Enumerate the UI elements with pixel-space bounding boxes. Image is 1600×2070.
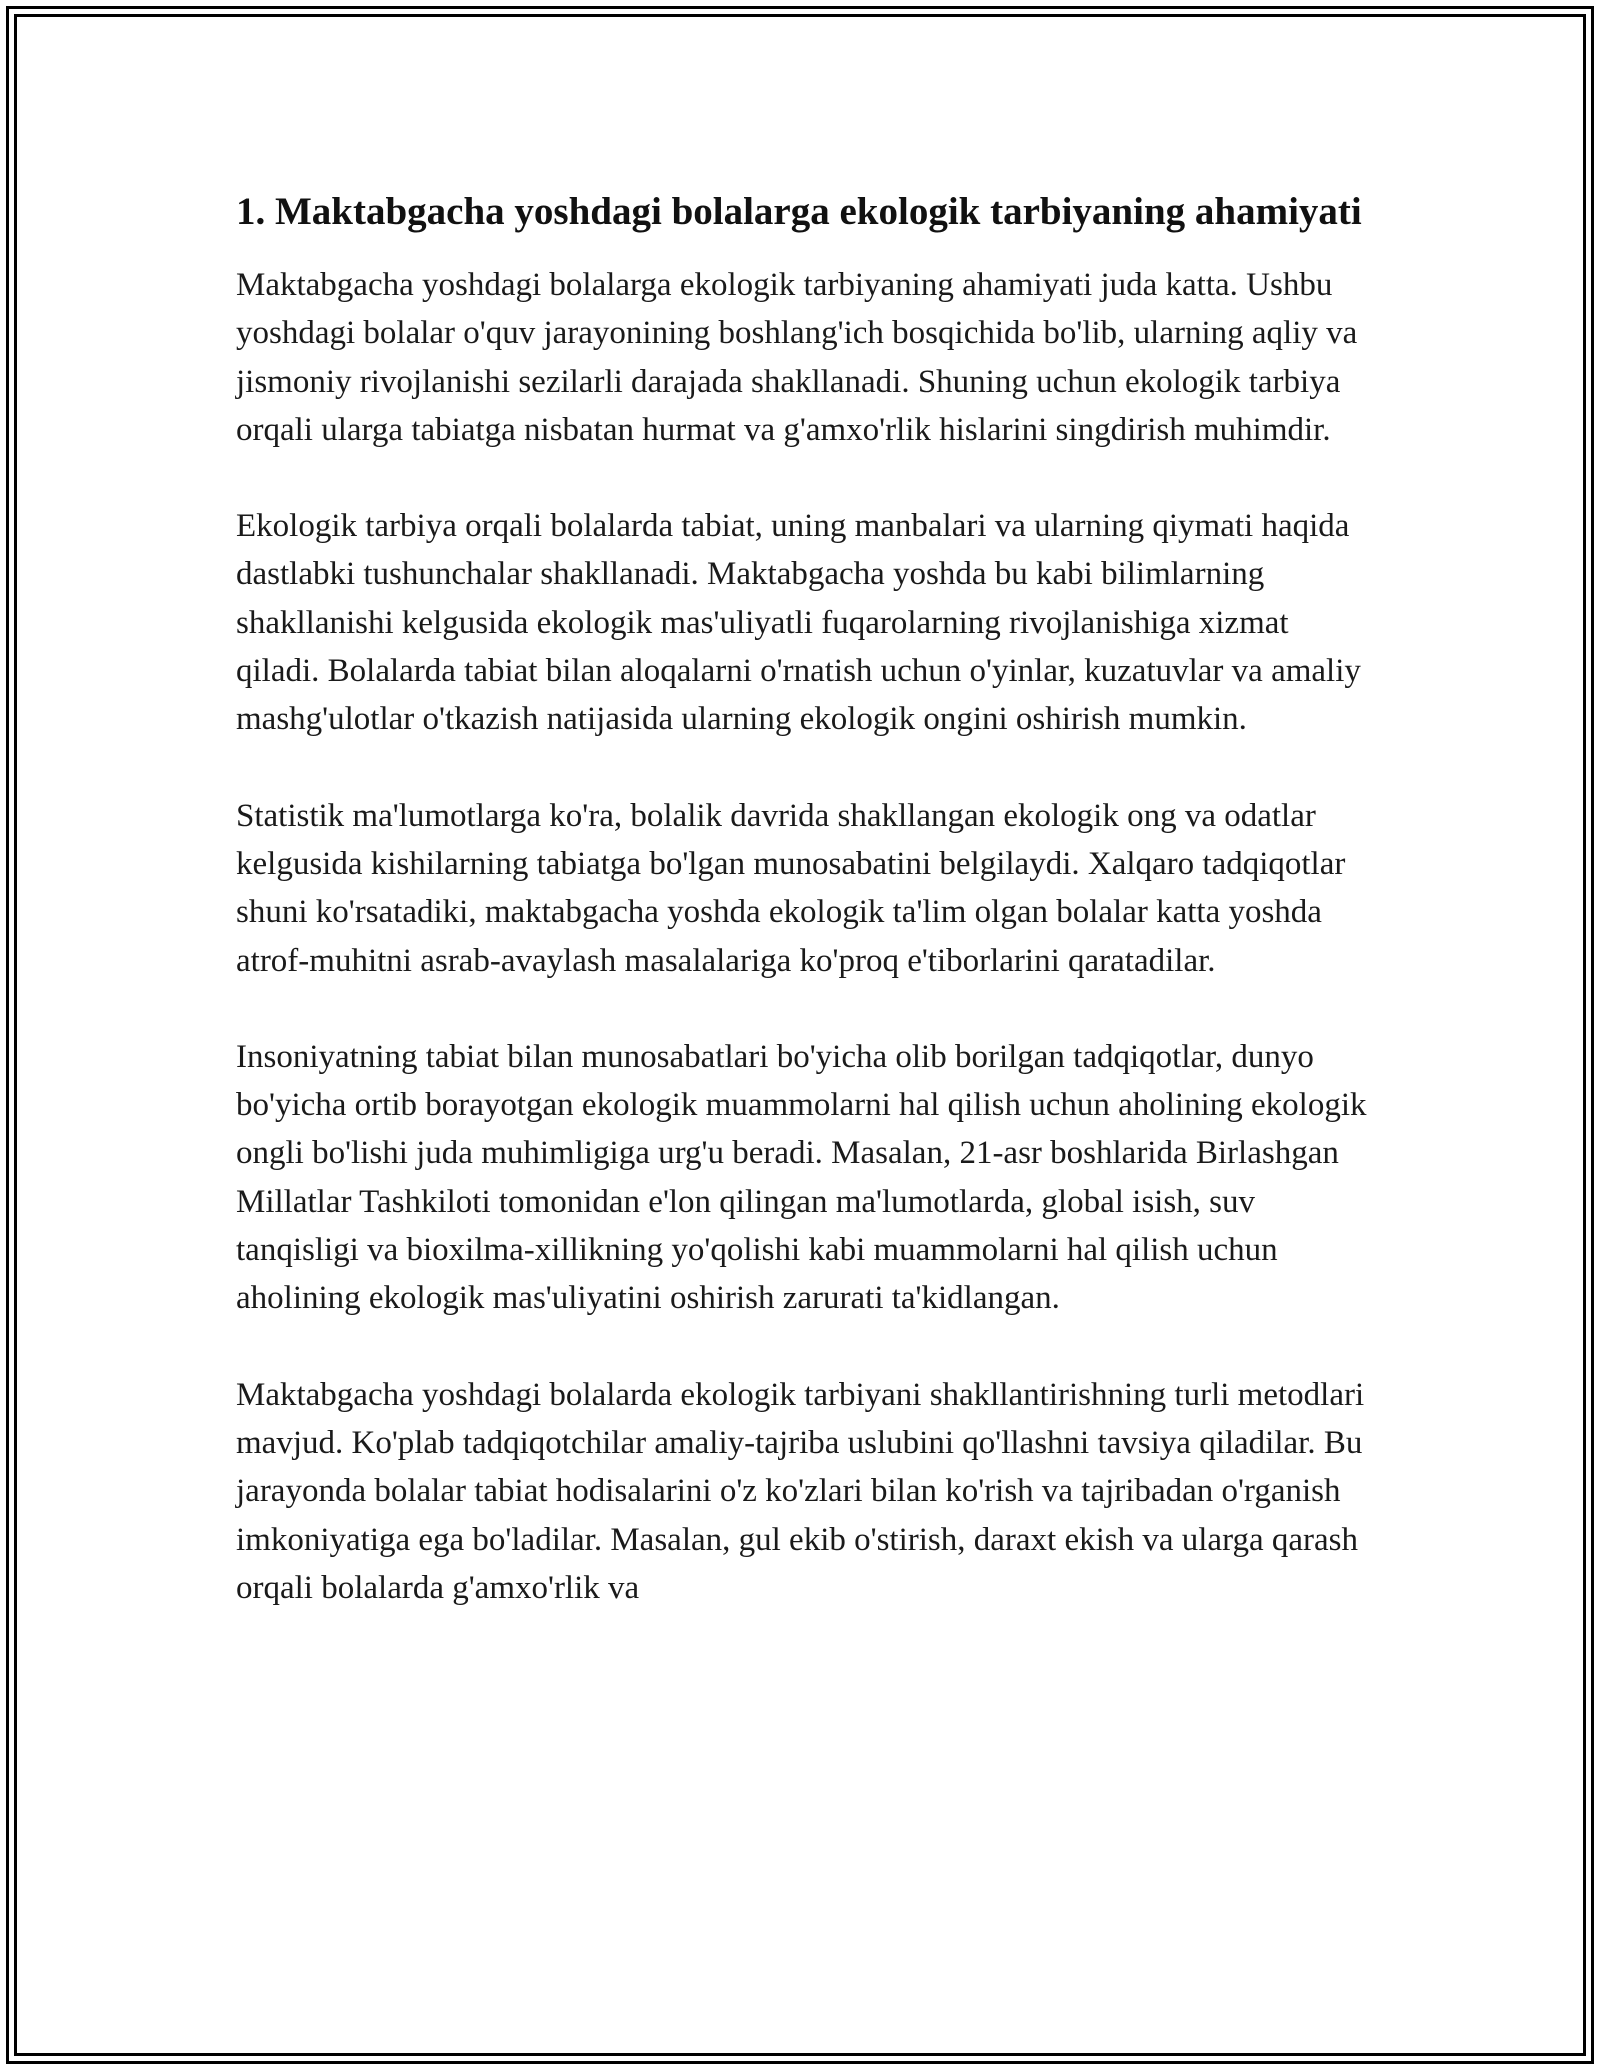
paragraph-4: Insoniyatning tabiat bilan munosabatlari bo'yicha olib borilgan tadqiqotlar, dunyo bo'yicha ortib borayotgan ekologik muammolarni hal qilish uchun aholining ekologik ongli bo'lishi juda muhimligiga urg'u beradi. Masalan, 21-asr boshlarida Birlashgan Millatlar Tashkiloti tomonidan e'lon qilingan ma'lumotlarda, global isish, suv tanqisligi va bioxilma-xillikning yo'qolishi kabi muammolarni hal qilish uchun aholining ekologik mas'uliyatini oshirish zarurati ta'kidlangan. <box>236 1038 1367 1317</box>
section-heading: 1. Maktabgacha yoshdagi bolalarga ekologik tarbiyaning ahamiyati <box>236 190 1362 233</box>
paragraph-1: Maktabgacha yoshdagi bolalarga ekologik tarbiyaning ahamiyati juda katta. Ushbu yoshdagi bolalar o'quv jarayonining boshlang'ich bosqichida bo'lib, ularning aqliy va jismoniy rivojlanishi sezilarli darajada shakllanadi. Shuning uchun ekologik tarbiya orqali ularga tabiatga nisbatan hurmat va g'amxo'rlik hislarini singdirish muhimdir. <box>236 267 1358 448</box>
paragraph-3: Statistik ma'lumotlarga ko'ra, bolalik davrida shakllangan ekologik ong va odatlar kelgusida kishilarning tabiatga bo'lgan munosabatini belgilaydi. Xalqaro tadqiqotlar shuni ko'rsatadiki, maktabgacha yoshda ekologik ta'lim olgan bolalar katta yoshda atrof-muhitni asrab-avaylash masalalariga ko'proq e'tiborlarini qaratadilar. <box>236 797 1346 979</box>
paragraph-5: Maktabgacha yoshdagi bolalarda ekologik tarbiyani shakllantirishning turli metodlari mavjud. Ko'plab tadqiqotchilar amaliy-tajriba uslubini qo'llashni tavsiya qiladilar. Bu jarayonda bolalar tabiat hodisalarini o'z ko'zlari bilan ko'rish va tajribadan o'rganish imkoniyatiga ega bo'ladilar. Masalan, gul ekib o'stirish, daraxt ekish va ularga qarash orqali bolalarda g'amxo'rlik va <box>236 1376 1365 1606</box>
paragraph-2: Ekologik tarbiya orqali bolalarda tabiat, uning manbalari va ularning qiymati haqida dastlabki tushunchalar shakllanadi. Maktabgacha yoshda bu kabi bilimlarning shakllanishi kelgusida ekologik mas'uliyatli fuqarolarning rivojlanishiga xizmat qiladi. Bolalarda tabiat bilan aloqalarni o'rnatish uchun o'yinlar, kuzatuvlar va amaliy mashg'ulotlar o'tkazish natijasida ularning ekologik ongini oshirish mumkin. <box>236 508 1361 738</box>
document-body <box>236 184 1376 1612</box>
